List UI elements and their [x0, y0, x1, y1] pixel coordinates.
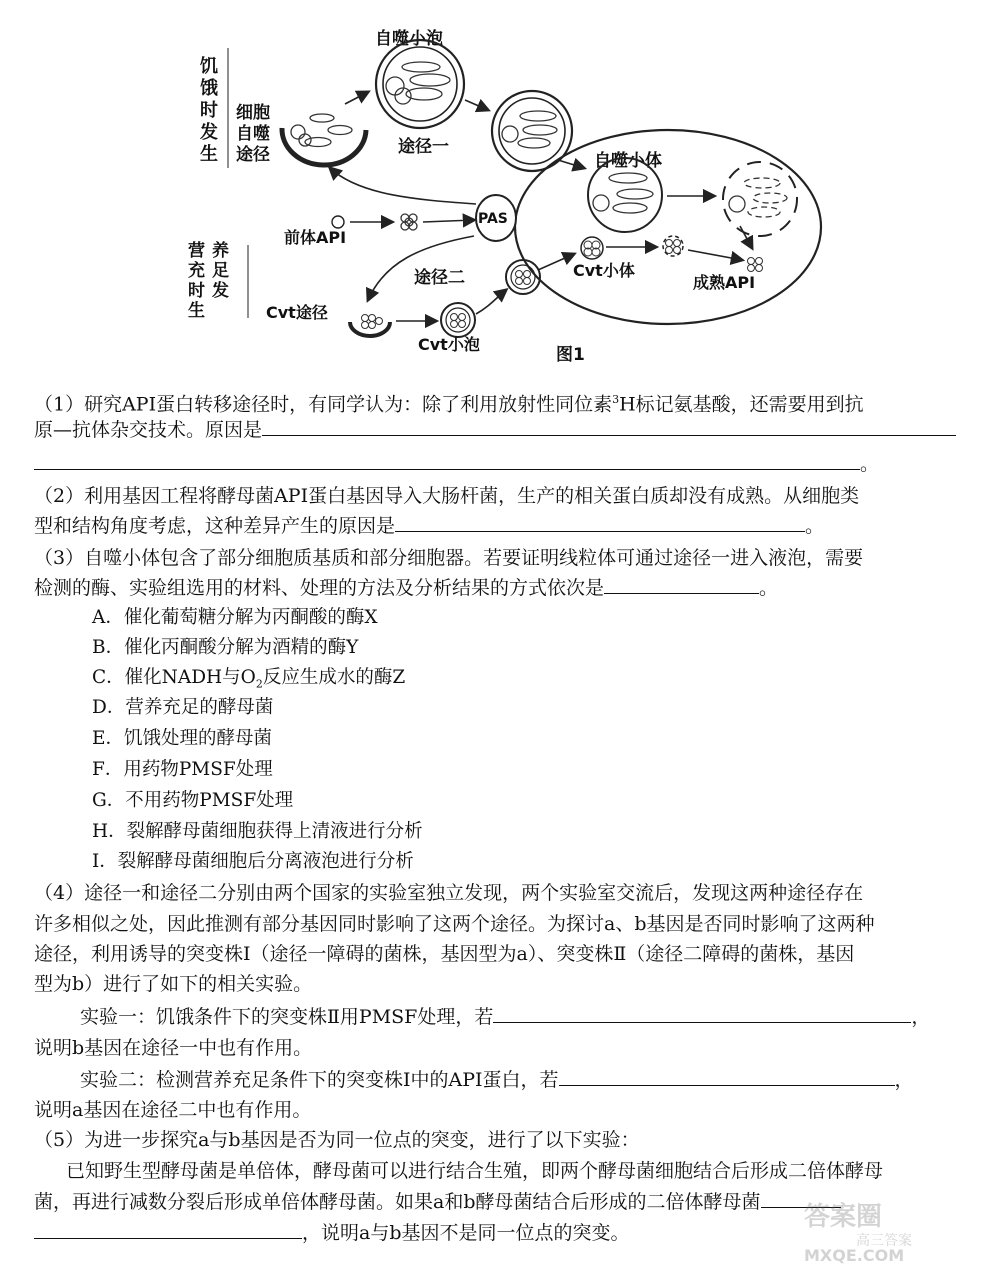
- exp2-answer-blank[interactable]: [559, 1067, 895, 1086]
- pathway-arrows: [330, 92, 752, 321]
- svg-text:发: 发: [212, 281, 229, 301]
- q3-option-c: C．催化NADH与$O_2$反应生成水的酶Z: [92, 667, 406, 691]
- svg-text:生: 生: [188, 301, 205, 321]
- precursor-api-monomer: [332, 216, 344, 228]
- q4-line4: 型为b）进行了如下的相关实验。: [34, 973, 313, 995]
- q3-answer-blank[interactable]: [604, 575, 759, 594]
- q1-line1: （1）研究API蛋白转移途径时，有同学认为：除了利用放射性同位素$^3$H标记氨基酸，还需要用到抗: [34, 393, 864, 416]
- hunger-label: [199, 55, 218, 165]
- cvt-pathway-cup: [350, 315, 390, 337]
- cvt-path-label: Cvt途径: [266, 303, 328, 322]
- svg-text:时: 时: [188, 281, 205, 301]
- q3-option-a: A．催化葡萄糖分解为丙酮酸的酶X: [92, 607, 378, 628]
- svg-text:饥: 饥: [200, 56, 218, 77]
- svg-text:养: 养: [212, 241, 229, 261]
- q4-line2: 许多相似之处，因此推测有部分基因同时影响了这两个途径。为探讨a、b基因是否同时影响了这两种: [34, 913, 875, 935]
- cvt-body: [581, 237, 603, 259]
- q3-option-i: I．裂解酵母菌细胞后分离液泡进行分析: [92, 851, 414, 872]
- q4-line1: （4）途径一和途径二分别由两个国家的实验室独立发现，两个实验室交流后，发现这两种途径存在: [34, 882, 864, 904]
- autophagy-vesicle: [376, 40, 464, 128]
- svg-text:营: 营: [188, 241, 205, 261]
- svg-text:MXQE.COM: MXQE.COM: [804, 1246, 905, 1265]
- svg-text:自噬: 自噬: [236, 124, 270, 144]
- svg-text:答案圈: 答案圈: [804, 1202, 883, 1232]
- route2-label: 途径二: [414, 268, 465, 288]
- q3-line2: 检测的酶、实验组选用的材料、处理的方法及分析结果的方式依次是 。: [34, 577, 779, 599]
- autophagy-cvt-diagram: [0, 0, 1000, 375]
- q5-line3: 菌，再进行减数分裂后形成单倍体酵母菌。如果a和b酵母菌结合后形成的二倍体酵母菌: [34, 1188, 841, 1216]
- svg-text:细胞: 细胞: [236, 103, 270, 123]
- q4-exp2-conclusion: 说明a基因在途径二中也有作用。: [34, 1099, 312, 1121]
- cvt-vesicle-docking: [506, 260, 540, 294]
- q3-option-g: G．不用药物PMSF处理: [92, 790, 294, 811]
- phagophore: [282, 114, 366, 165]
- q2-answer-blank[interactable]: [395, 513, 805, 532]
- q5-answer-blank-2[interactable]: [34, 1220, 302, 1239]
- degrading-autophagic-body: [723, 162, 797, 236]
- q5-line4: ，说明a与b基因不是同一位点的突变。: [34, 1219, 630, 1247]
- autophagy-path-label: [236, 102, 270, 165]
- pas-label: PAS: [478, 211, 508, 227]
- cvt-vesicle-label: Cvt小泡: [418, 335, 480, 354]
- exp1-answer-blank[interactable]: [493, 1004, 911, 1023]
- q4-exp1-conclusion: 说明b基因在途径一中也有作用。: [34, 1037, 313, 1059]
- q3-option-f: F．用药物PMSF处理: [92, 759, 273, 780]
- autophagic-body-label: 自噬小体: [594, 151, 662, 171]
- svg-text:高三答案: 高三答案: [856, 1233, 912, 1249]
- svg-text:饿: 饿: [200, 78, 218, 99]
- q3-option-d: D．营养充足的酵母菌: [92, 697, 274, 718]
- q1-answer-blank-2[interactable]: [34, 451, 860, 470]
- svg-text:发: 发: [200, 122, 218, 143]
- precursor-api-label: 前体API: [284, 228, 347, 247]
- q1-line2: 原—抗体杂交技术。原因是: [34, 416, 956, 444]
- autophagy-vesicle-label: 自噬小泡: [375, 29, 443, 49]
- q4-exp1: 实验一：饥饿条件下的突变株Ⅱ用PMSF处理，若 ，: [80, 1006, 931, 1028]
- q3-option-e: E．饥饿处理的酵母菌: [92, 728, 273, 749]
- q2-line1: （2）利用基因工程将酵母菌API蛋白基因导入大肠杆菌，生产的相关蛋白质却没有成熟。从细胞类: [34, 485, 860, 507]
- svg-text:充: 充: [188, 261, 205, 281]
- cvt-vesicle: [441, 303, 475, 337]
- q2-line2: 型和结构角度考虑，这种差异产生的原因是 。: [34, 515, 825, 537]
- watermark-logo: [796, 1195, 986, 1265]
- precursor-api-complex: [401, 214, 417, 230]
- svg-text:足: 足: [212, 261, 229, 281]
- figure-caption: 图1: [556, 345, 585, 365]
- q3-option-h: H．裂解酵母菌细胞获得上清液进行分析: [92, 821, 423, 842]
- q1-answer-blank[interactable]: [262, 417, 956, 436]
- cvt-body-label: Cvt小体: [573, 261, 635, 280]
- q3-option-b: B．催化丙酮酸分解为酒精的酶Y: [92, 637, 359, 658]
- q3-line1: （3）自噬小体包含了部分细胞质基质和部分细胞器。若要证明线粒体可通过途径一进入液泡，需要: [34, 547, 864, 569]
- svg-text:生: 生: [200, 144, 218, 165]
- q5-line2: 已知野生型酵母菌是单倍体，酵母菌可以进行结合生殖，即两个酵母菌细胞结合后形成二倍体酵母: [66, 1160, 884, 1182]
- svg-text:时: 时: [200, 100, 218, 121]
- q5-line1: （5）为进一步探究a与b基因是否为同一位点的突变，进行了以下实验：: [34, 1129, 640, 1151]
- mature-api: [748, 258, 763, 272]
- q1-line3: 。: [34, 450, 879, 478]
- nutrient-label: [188, 240, 229, 321]
- q4-line3: 途径，利用诱导的突变株Ⅰ（途径一障碍的菌株，基因型为a）、突变株Ⅱ（途径二障碍的菌株，基因: [34, 943, 855, 965]
- cvt-body-released: [663, 236, 683, 256]
- svg-text:途径: 途径: [236, 145, 270, 165]
- q4-exp2: 实验二：检测营养充足条件下的突变株Ⅰ中的API蛋白，若 ，: [80, 1069, 914, 1091]
- route1-label: 途径一: [398, 137, 449, 157]
- mature-api-label: 成熟API: [693, 273, 756, 292]
